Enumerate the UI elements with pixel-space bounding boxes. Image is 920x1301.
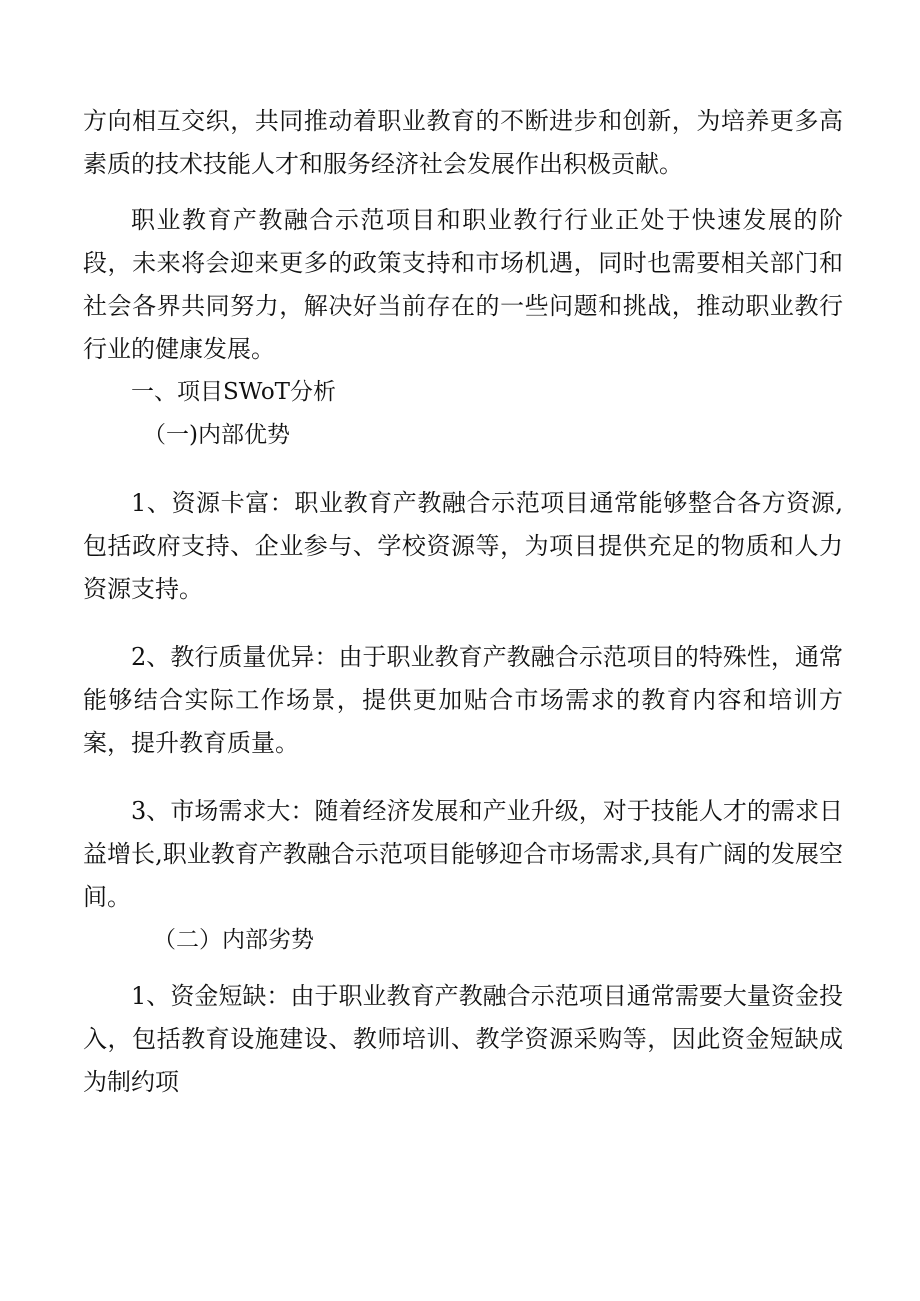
subheading-internal-weaknesses: （二）内部劣势: [153, 927, 314, 953]
paragraph-strength-2: 2、教行质量优异：由于职业教育产教融合示范项目的特殊性，通常能够结合实际工作场景，提供更加贴合市场需求的教育内容和培训方案，提升教育质量。: [83, 643, 843, 757]
paragraph-intro: 方向相互交织，共同推动着职业教育的不断进步和创新，为培养更多高素质的技术技能人才和服务经济社会发展作出积极贡献。: [83, 107, 843, 178]
paragraph-strength-3: 3、市场需求大：随着经济发展和产业升级，对于技能人才的需求日益增长,职业教育产教融合示范项目能够迎合市场需求,具有广阔的发展空间。: [83, 797, 843, 911]
subheading-internal-strengths: （一)内部优势: [143, 422, 290, 448]
section-heading-swot: 一、项目SWoT分析: [131, 379, 337, 405]
paragraph-strength-1: 1、资源卡富：职业教育产教融合示范项目通常能够整合各方资源,包括政府支持、企业参与、学校资源等，为项目提供充足的物质和人力资源支持。: [83, 489, 843, 603]
document-body: [83, 100, 843, 1104]
paragraph-weakness-1: 1、资金短缺：由于职业教育产教融合示范项目通常需要大量资金投入，包括教育设施建设、教师培训、教学资源采购等，因此资金短缺成为制约项: [83, 982, 843, 1096]
paragraph-outlook: 职业教育产教融合示范项目和职业教行行业正处于快速发展的阶段，未来将会迎来更多的政策支持和市场机遇，同时也需要相关部门和社会各界共同努力，解决好当前存在的一些问题和挑战，推动职业教行行业的健康发展。: [83, 206, 843, 363]
